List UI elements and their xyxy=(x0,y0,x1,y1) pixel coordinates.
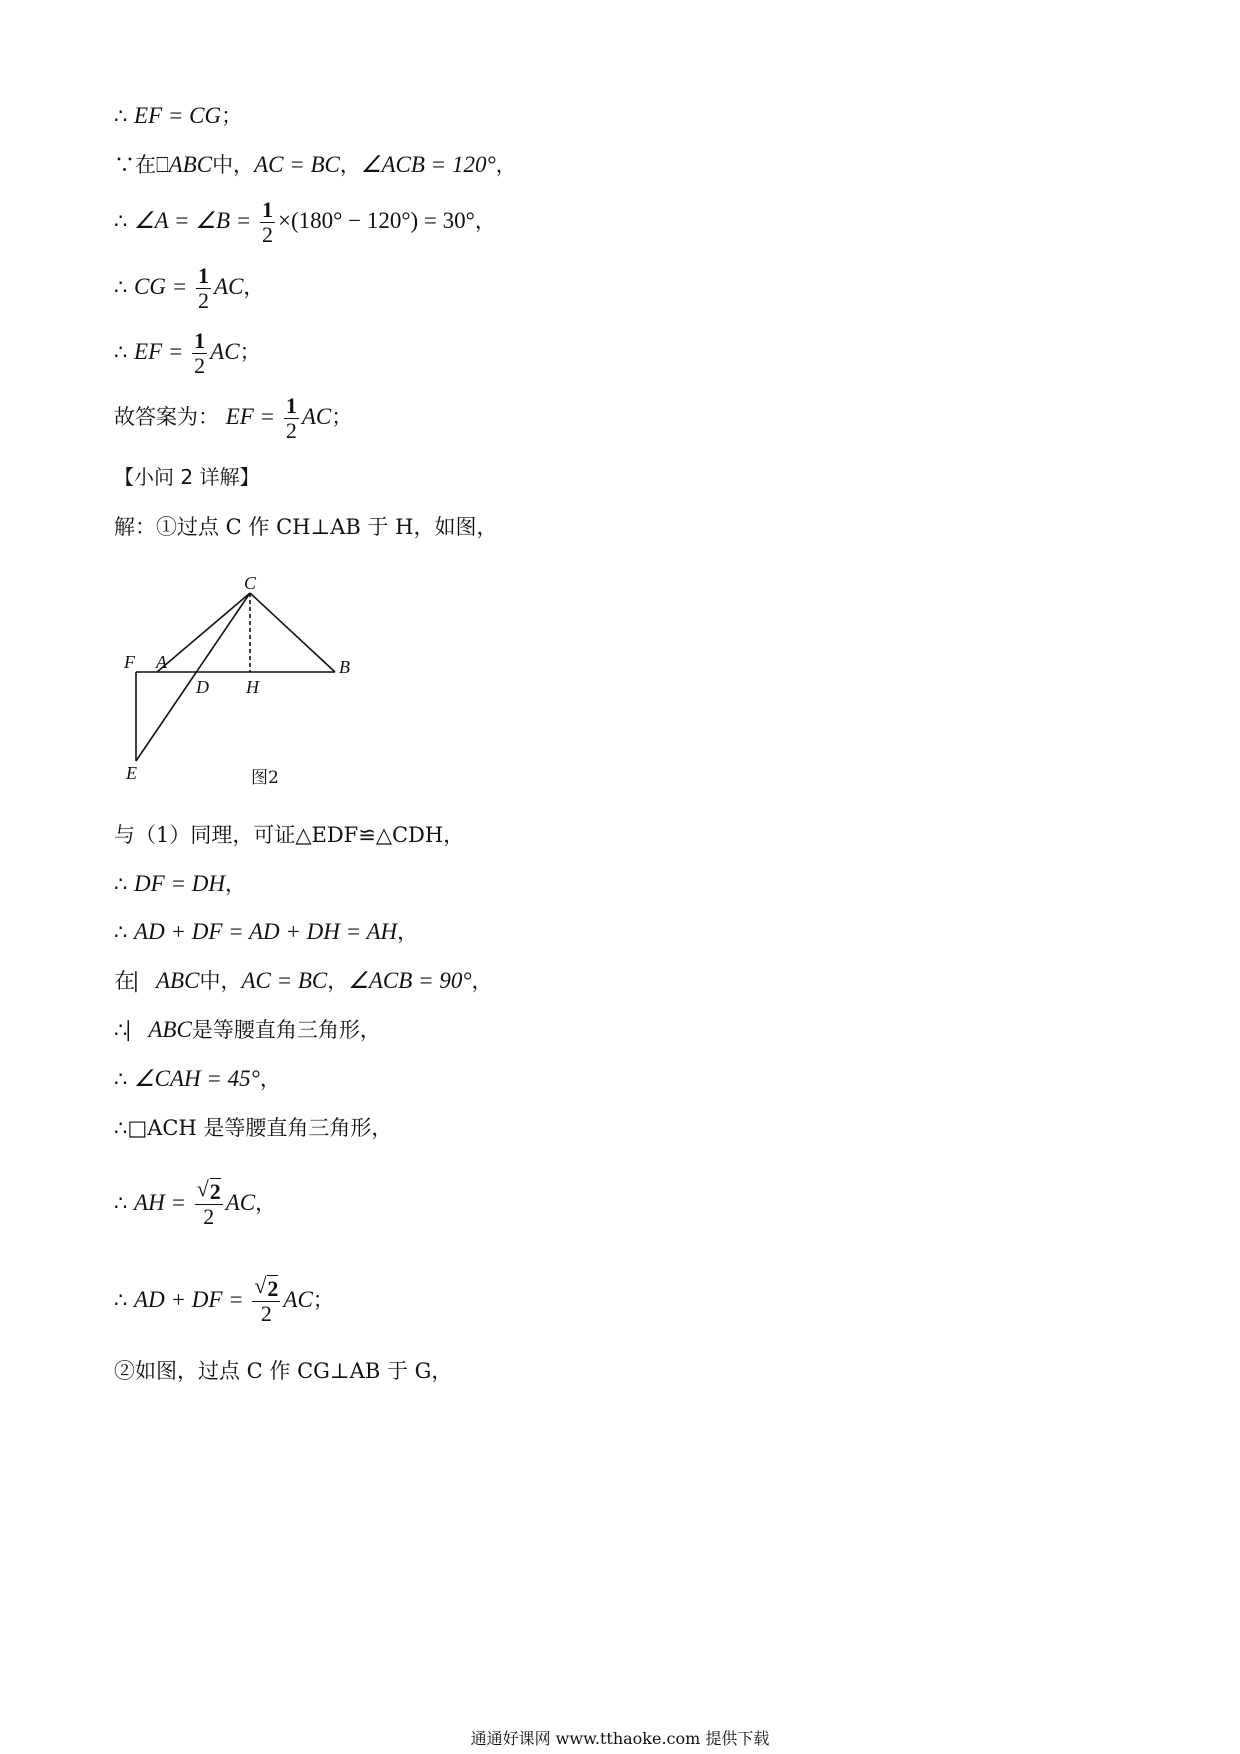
line-ad-df-ah: ∴ AD + DF = AD + DH = AH， xyxy=(114,919,419,944)
line-ah-sqrt: ∴ AH = √ 2 2 AC， xyxy=(114,1176,277,1229)
line-df-eq-dh: ∴ DF = DH， xyxy=(114,871,246,896)
line-ad-df-sqrt: ∴ AD + DF = √ 2 2 AC； xyxy=(114,1273,334,1326)
line-ef-eq-cg: ∴ EF = CG； xyxy=(114,103,243,128)
figure-caption: 图2 xyxy=(251,768,279,788)
line-solution-2: ②如图，过点 C 作 CG⊥AB 于 G， xyxy=(114,1359,453,1383)
section-heading: 【小问 2 详解】 xyxy=(114,465,260,489)
line-cg-half-ac: ∴ CG = $\frac{1}{2}$ AC， xyxy=(114,263,265,313)
fraction: $\frac{1}{2}$ xyxy=(285,393,297,443)
line-given-120: ∵在⎕ABC中，AC = BC，∠ACB = 120°， xyxy=(114,152,517,177)
line-angle-a-b: ∴ ∠A = ∠B = $\frac{1}{2}$ ×(180° − 120°) = 30°， xyxy=(114,197,496,247)
line-isosceles-abc: ∴⎸ABC是等腰直角三角形， xyxy=(114,1017,381,1042)
triangle-symbol: ⎸ xyxy=(127,1018,149,1042)
label-c: C xyxy=(244,573,257,593)
label-f: F xyxy=(124,652,135,672)
line-ef-half-ac: ∴ EF = $\frac{1}{2}$ AC； xyxy=(114,328,261,378)
line-angle-cah: ∴ ∠CAH = 45°， xyxy=(114,1066,281,1091)
line-answer: 故答案为： EF = $\frac{1}{2}$ AC； xyxy=(114,393,353,443)
fraction: $\frac{1}{2}$ xyxy=(198,263,210,313)
segment-ce xyxy=(136,593,250,761)
line-solution-1: 解：①过点 C 作 CH⊥AB 于 H，如图， xyxy=(114,515,498,539)
fraction: $\frac{1}{2}$ xyxy=(262,197,274,247)
line-congruent: 与（1）同理，可证△EDF≌△CDH， xyxy=(114,823,465,847)
line-given-90: 在⎸ABC中，AC = BC，∠ACB = 90°， xyxy=(114,968,493,993)
sqrt-fraction: √ 2 2 xyxy=(254,1273,279,1326)
fraction: $\frac{1}{2}$ xyxy=(194,328,206,378)
triangle-symbol: ⎸ xyxy=(135,969,156,993)
label-a: A xyxy=(156,652,167,672)
label-d: D xyxy=(196,677,209,697)
label-h: H xyxy=(246,677,259,697)
geometry-figure xyxy=(114,565,374,790)
segment-cb xyxy=(250,593,335,672)
page-footer: 通通好课网 www.tthaoke.com 提供下载 xyxy=(470,1729,770,1748)
label-e: E xyxy=(126,763,137,783)
line-isosceles-ach: ∴□ACH 是等腰直角三角形， xyxy=(114,1116,393,1140)
triangle-symbol: ⎕ xyxy=(156,153,169,177)
label-b: B xyxy=(339,657,350,677)
sqrt-fraction: √ 2 2 xyxy=(196,1176,221,1229)
